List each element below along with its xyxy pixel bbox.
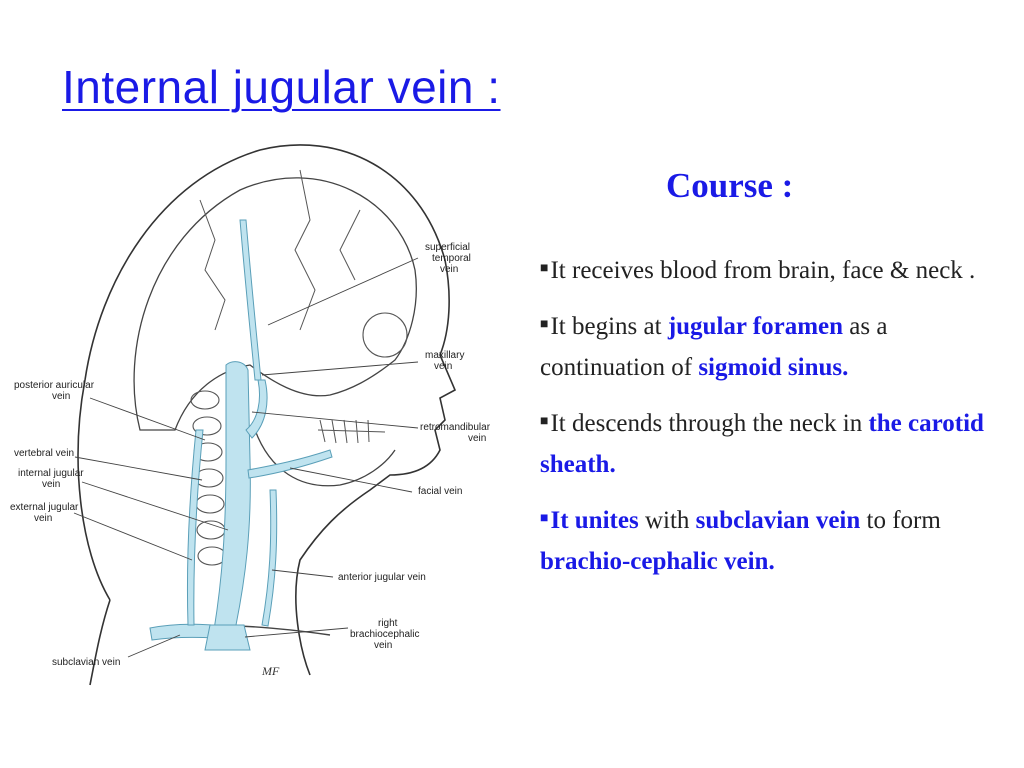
highlighted-term: It unites <box>550 507 639 534</box>
point-text: to form <box>860 507 941 534</box>
label-external-jugular-vein: external jugular vein <box>10 502 79 524</box>
bullet-marker: ■ <box>540 414 549 429</box>
highlighted-term: the carotid sheath. <box>540 410 984 478</box>
external-jugular-vein-shape <box>187 430 203 625</box>
course-points <box>540 248 1016 595</box>
label-vertebral-vein: vertebral vein <box>14 448 75 459</box>
label-posterior-auricular-vein: posterior auricular vein <box>14 380 95 402</box>
point-text: as a continuation of <box>540 313 888 381</box>
course-heading: Course : <box>666 166 794 205</box>
label-maxillary-vein: maxillary vein <box>425 350 465 372</box>
point-text: It descends through the neck in <box>550 410 869 437</box>
highlighted-term: jugular foramen <box>667 313 844 340</box>
highlighted-term: subclavian vein <box>695 507 861 534</box>
label-retromandibular-vein: retromandibular vein <box>420 422 491 444</box>
superficial-temporal-vein-shape <box>240 220 261 380</box>
anatomical-drawing <box>0 130 530 690</box>
course-point <box>540 401 1016 485</box>
label-facial-vein: facial vein <box>418 486 463 497</box>
label-superficial-temporal-vein: superficial temporal vein <box>425 242 471 275</box>
bullet-marker: ■ <box>540 261 549 276</box>
course-point <box>540 498 1016 582</box>
bullet-marker: ■ <box>540 317 549 332</box>
skull-outline <box>134 178 416 430</box>
point-text: with <box>638 507 696 534</box>
label-subclavian-vein: subclavian vein <box>52 657 121 668</box>
internal-jugular-vein-shape <box>214 362 250 630</box>
neck-veins-illustration <box>0 130 530 690</box>
anterior-jugular-vein-shape <box>262 490 277 626</box>
skull-suture <box>200 170 360 330</box>
label-right-brachiocephalic-vein: right brachiocephalic vein <box>350 618 420 651</box>
label-internal-jugular-vein: internal jugular vein <box>18 468 84 490</box>
course-point <box>540 248 1016 291</box>
bullet-marker: ■ <box>540 511 549 526</box>
point-text: It begins at <box>550 313 668 340</box>
brachiocephalic-vein-shape <box>205 625 250 650</box>
course-point <box>540 304 1016 388</box>
point-text: It receives blood from brain, face & neck . <box>550 257 976 284</box>
highlighted-term: brachio-cephalic vein. <box>540 548 775 575</box>
slide-title: Internal jugular vein : <box>62 61 501 113</box>
highlighted-term: sigmoid sinus. <box>698 354 849 381</box>
veins <box>150 220 332 650</box>
back-of-neck-outline <box>90 600 110 685</box>
orbit <box>363 313 407 357</box>
label-anterior-jugular-vein: anterior jugular vein <box>338 572 426 583</box>
artist-signature: MF <box>262 664 280 678</box>
